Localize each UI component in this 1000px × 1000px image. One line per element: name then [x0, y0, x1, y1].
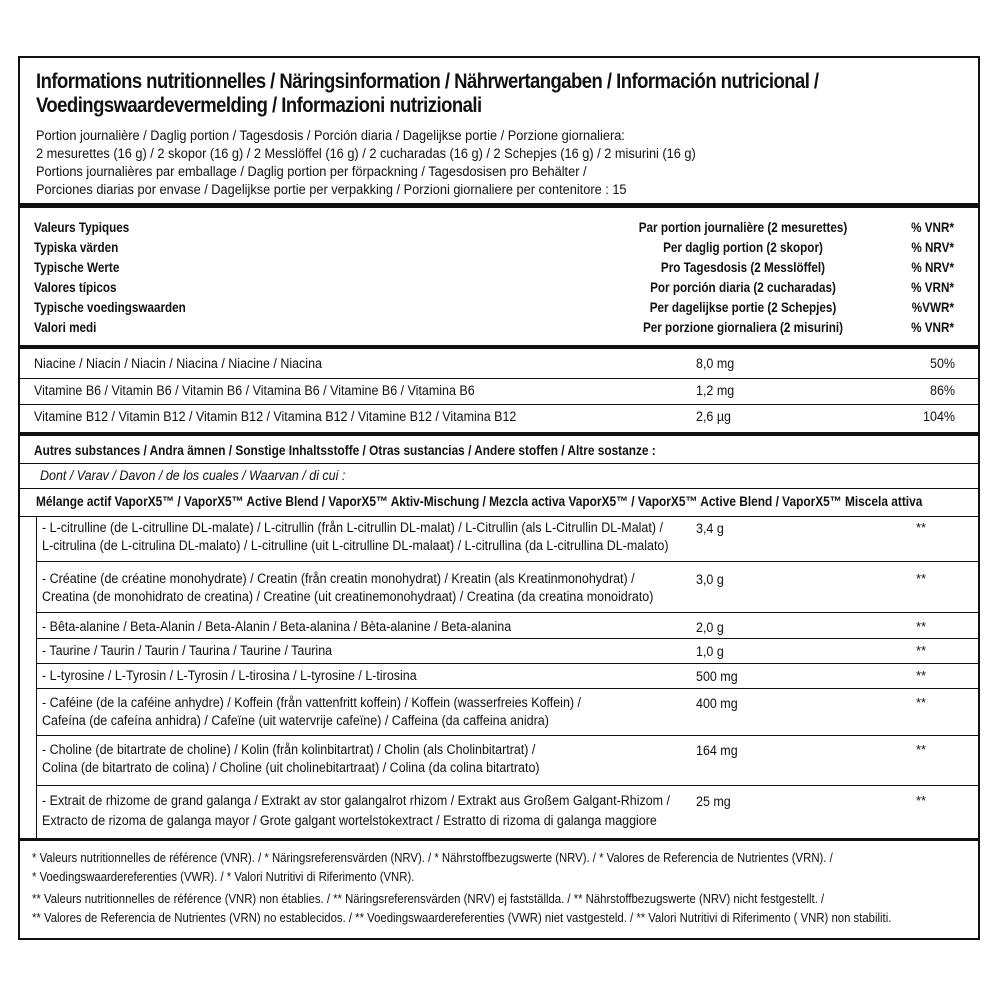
serving-line-4: Porciones diarias por envase / Dagelijkse portie per verpakking / Porzioni giornaliere per contenitore : 15: [36, 182, 627, 198]
ingredient-amount: 3,4 g: [696, 521, 724, 537]
divider-thick: [20, 203, 978, 208]
header-per: Per daglig portion (2 skopor): [663, 240, 823, 255]
ingredient-name: - Choline (de bitartrate de choline) / Kolin (från kolinbitartrat) / Cholin (als Cholinbitartrat) /: [42, 742, 536, 758]
header-ref: % NRV*: [911, 260, 954, 275]
row-divider: [36, 638, 978, 639]
ingredient-nrv: **: [916, 619, 927, 634]
row-divider: [36, 663, 978, 664]
header-per: Per dagelijkse portie (2 Schepjes): [649, 300, 837, 315]
label-title-line-1: Informations nutritionnelles / Näringsinformation / Nährwertangaben / Información nutricional /: [36, 70, 819, 93]
header-ref: % VRN*: [911, 280, 954, 295]
row-divider: [36, 561, 978, 562]
section-border-left: [36, 516, 37, 838]
row-divider: [20, 516, 978, 517]
ingredient-name: - L-tyrosine / L-Tyrosin / L-Tyrosin / L-tirosina / L-tyrosine / L-tirosina: [42, 668, 417, 684]
ingredient-nrv: **: [916, 643, 927, 658]
ingredient-amount: 1,0 g: [696, 644, 724, 660]
row-divider: [20, 378, 978, 379]
vitamin-percent: 86%: [930, 383, 955, 399]
ingredient-amount: 500 mg: [696, 669, 738, 685]
vitamin-percent: 104%: [923, 409, 955, 425]
header-label: Valeurs Typiques: [34, 220, 130, 235]
ingredient-name: - Bêta-alanine / Beta-Alanin / Beta-Alanin / Beta-alanina / Bèta-alanine / Beta-alanina: [42, 619, 512, 635]
ingredient-name: - Caféine (de la caféine anhydre) / Koffein (från vattenfritt koffein) / Koffein (wasserfreies Koffein) /: [42, 695, 581, 711]
ingredient-name-cont: Extracto de rizoma de galanga mayor / Grote galgant wortelstokextract / Estratto di rizoma di galanga maggiore: [42, 813, 657, 829]
ingredient-amount: 164 mg: [696, 743, 738, 759]
footnote-line-2: * Voedingswaardereferenties (VWR). / * Valori Nutritivi di Riferimento (VNR).: [32, 869, 415, 884]
serving-line-3: Portions journalières par emballage / Daglig portion per förpackning / Tagesdosisen pro Behälter /: [36, 164, 587, 180]
ingredient-nrv: **: [916, 793, 927, 808]
row-divider: [36, 785, 978, 786]
header-label: Typische voedingswaarden: [34, 300, 186, 315]
header-per: Per porzione giornaliera (2 misurini): [642, 320, 844, 335]
ingredient-nrv: **: [916, 520, 927, 535]
header-ref: % VNR*: [911, 320, 954, 335]
header-ref: % VNR*: [911, 220, 954, 235]
footnote-line-3: ** Valeurs nutritionnelles de référence (VNR) non établies. / ** Näringsreferensvärden (NRV) ej fastställda. / ** Nährstoffbezugswerte (NRV) nicht festgestellt. /: [32, 891, 825, 906]
ingredient-name-cont: L-citrulina (de L-citrulina DL-malato) / L-citrulline (uit L-citrulline DL-malaat) / L-citrullina (da L-citrullina DL-malato): [42, 538, 669, 554]
row-divider: [20, 463, 978, 464]
divider-thick: [20, 838, 978, 841]
vitamin-amount: 8,0 mg: [696, 356, 735, 372]
row-divider: [36, 688, 978, 689]
serving-line-2: 2 mesurettes (16 g) / 2 skopor (16 g) / 2 Messlöffel (16 g) / 2 cucharadas (16 g) / 2 Schepjes (16 g) / 2 misurini (16 g): [36, 146, 696, 162]
serving-line-1: Portion journalière / Daglig portion / Tagesdosis / Porción diaria / Dagelijkse portie / Porzione giornaliera:: [36, 128, 625, 144]
row-divider: [20, 404, 978, 405]
header-ref: % NRV*: [911, 240, 954, 255]
row-divider: [20, 488, 978, 489]
label-title-line-2: Voedingswaardevermelding / Informazioni nutrizionali: [36, 94, 482, 117]
other-substances-heading: Autres substances / Andra ämnen / Sonstige Inhaltsstoffe / Otras sustancias / Andere stoffen / Altre sostanze :: [34, 443, 656, 458]
ingredient-name-cont: Cafeína (de cafeína anhidra) / Cafeïne (uit watervrije cafeïne) / Caffeina (da caffeina anidra): [42, 713, 549, 729]
row-divider: [36, 735, 978, 736]
footnote-line-1: * Valeurs nutritionnelles de référence (VNR). / * Näringsreferensvärden (NRV). / * Nährstoffbezugswerte (NRV). / * Valores de Referencia de Nutrientes (VRN). /: [32, 850, 833, 865]
ingredient-name: - L-citrulline (de L-citrulline DL-malate) / L-citrullin (från L-citrullin DL-malat) / L-Citrullin (als L-Citrullin DL-Malat) /: [42, 520, 663, 536]
header-per: Par portion journalière (2 mesurettes): [638, 220, 848, 235]
ingredient-name-cont: Colina (de bitartrato de colina) / Choline (uit cholinebitartraat) / Colina (da colina bitartrato): [42, 760, 540, 776]
header-label: Typische Werte: [34, 260, 120, 275]
vitamin-name: Niacine / Niacin / Niacin / Niacina / Niacine / Niacina: [34, 356, 322, 372]
vitamin-name: Vitamine B12 / Vitamin B12 / Vitamin B12 / Vitamina B12 / Vitamine B12 / Vitamina B12: [34, 409, 517, 425]
ingredient-name: - Taurine / Taurin / Taurin / Taurina / Taurine / Taurina: [42, 643, 333, 659]
ingredient-amount: 400 mg: [696, 696, 738, 712]
header-label: Valores típicos: [34, 280, 117, 295]
ingredient-nrv: **: [916, 695, 927, 710]
ingredient-name: - Extrait de rhizome de grand galanga / Extrakt av stor galangalrot rhizom / Extrakt aus Großem Galgant-Rhizom /: [42, 793, 670, 809]
vitamin-percent: 50%: [930, 356, 955, 372]
divider-thick: [20, 432, 978, 436]
header-ref: %VWR*: [911, 300, 954, 315]
nutrition-label: [18, 56, 980, 940]
row-divider: [36, 612, 978, 613]
header-per: Pro Tagesdosis (2 Messlöffel): [660, 260, 826, 275]
ingredient-name-cont: Creatina (de monohidrato de creatina) / Creatine (uit creatinemonohydraat) / Creatina (da creatina monoidrato): [42, 589, 654, 605]
vitamin-amount: 2,6 µg: [696, 409, 731, 425]
vitamin-name: Vitamine B6 / Vitamin B6 / Vitamin B6 / Vitamina B6 / Vitamine B6 / Vitamina B6: [34, 383, 475, 399]
active-blend-heading: Mélange actif VaporX5™ / VaporX5™ Active Blend / VaporX5™ Aktiv-Mischung / Mezcla activa VaporX5™ / VaporX5™ Active Blend / VaporX5™ Miscela attiva: [36, 494, 923, 509]
of-which-label: Dont / Varav / Davon / de los cuales / Waarvan / di cui :: [40, 468, 346, 484]
ingredient-nrv: **: [916, 668, 927, 683]
ingredient-amount: 3,0 g: [696, 572, 724, 588]
ingredient-name: - Créatine (de créatine monohydrate) / Creatin (från creatin monohydrat) / Kreatin (als Kreatinmonohydrat) /: [42, 571, 635, 587]
header-label: Typiska värden: [34, 240, 119, 255]
header-label: Valori medi: [34, 320, 97, 335]
header-per: Por porción diaria (2 cucharadas): [650, 280, 836, 295]
ingredient-amount: 25 mg: [696, 794, 731, 810]
ingredient-nrv: **: [916, 742, 927, 757]
divider-thick: [20, 345, 978, 349]
ingredient-amount: 2,0 g: [696, 620, 724, 636]
ingredient-nrv: **: [916, 571, 927, 586]
vitamin-amount: 1,2 mg: [696, 383, 735, 399]
footnote-line-4: ** Valores de Referencia de Nutrientes (VRN) no establecidos. / ** Voedingswaardereferenties (VWR) niet vastgesteld. / ** Valori Nutritivi di Riferimento ( VNR) non stabiliti.: [32, 910, 892, 925]
